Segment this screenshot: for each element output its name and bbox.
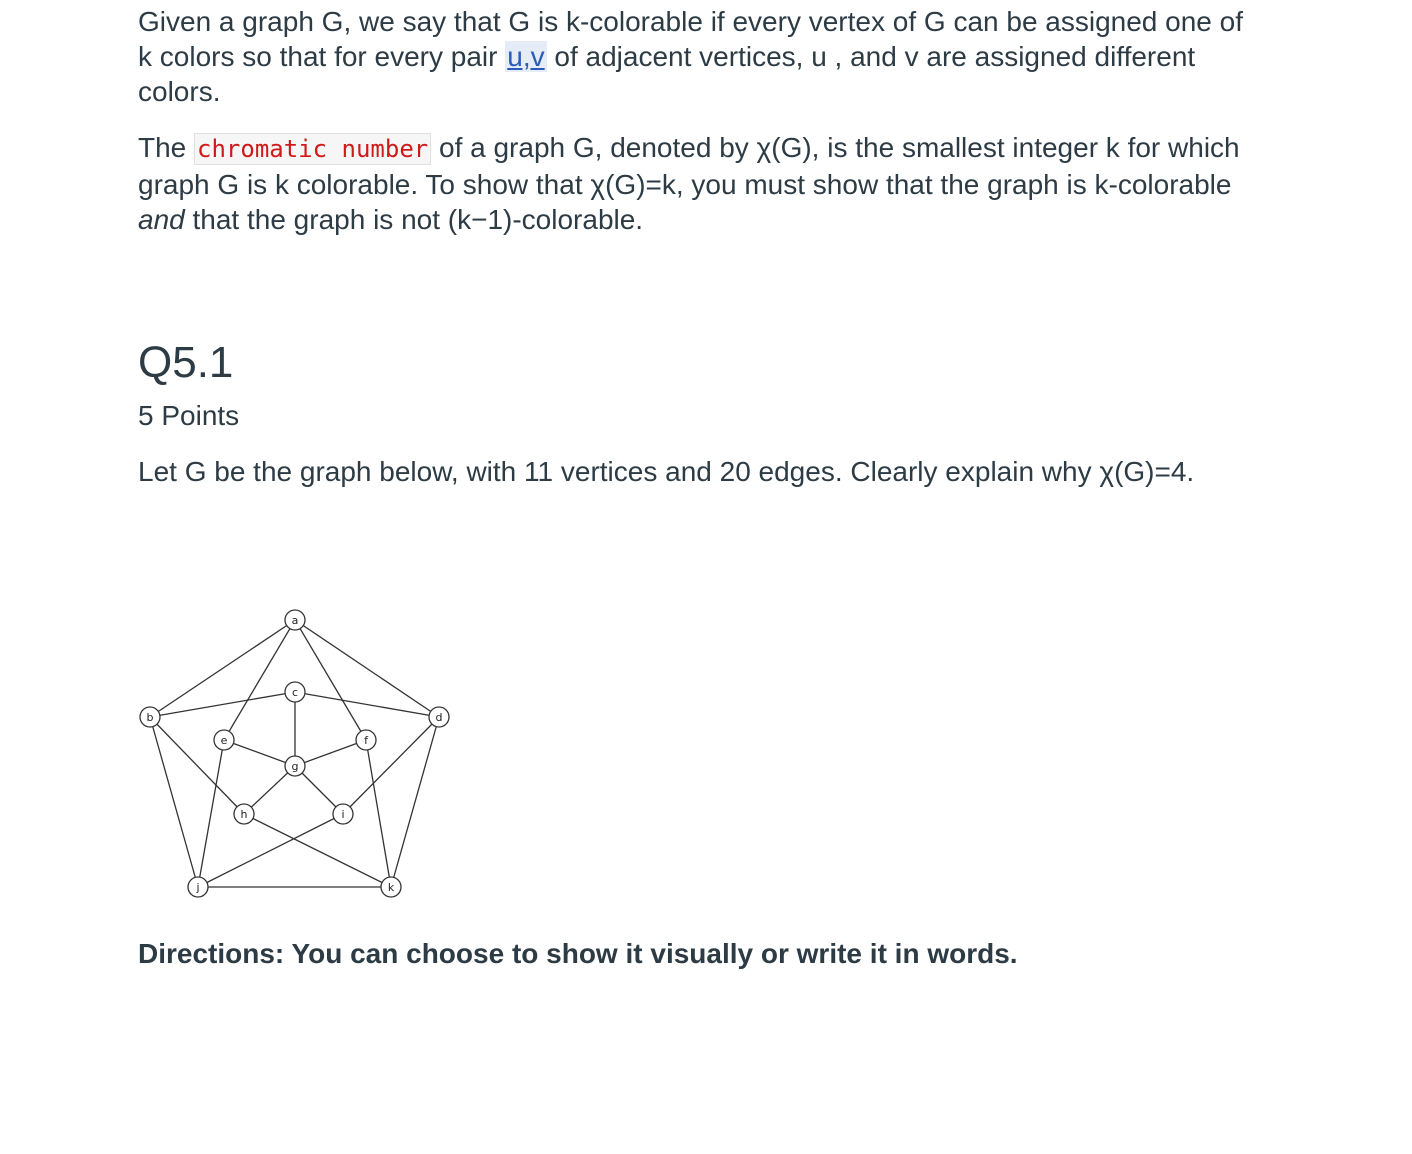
intro-text-1: Given a graph G, we say that G is k-colorable if every vertex of G can be assigned one of k colors so that for every pair: [138, 6, 1244, 72]
vertex-i: [333, 804, 353, 824]
vertex-label-c: c: [291, 686, 299, 699]
edge-c-d: [295, 692, 439, 717]
edge-a-d: [295, 620, 439, 717]
vertex-label-b: b: [146, 711, 154, 724]
edge-a-b: [150, 620, 295, 717]
intro-paragraph: [138, 4, 1248, 109]
edge-a-e: [224, 620, 295, 740]
vertex-label-h: h: [240, 808, 248, 821]
vertex-label-a: a: [291, 614, 299, 627]
edge-d-k: [391, 717, 439, 887]
graph-figure: [134, 600, 464, 900]
directions-text: Directions: You can choose to show it visually or write it in words.: [138, 938, 1018, 969]
vertex-label-e: e: [220, 734, 228, 747]
edge-b-c: [150, 692, 295, 717]
vertex-a: [285, 610, 305, 630]
vertex-b: [140, 707, 160, 727]
vertex-e: [214, 730, 234, 750]
edge-a-f: [295, 620, 366, 740]
vertex-d: [429, 707, 449, 727]
vertex-label-d: d: [435, 711, 443, 724]
edge-f-k: [366, 740, 391, 887]
chromatic-paragraph: [138, 130, 1248, 237]
vertex-g: [285, 756, 305, 776]
vertex-label-k: k: [387, 881, 395, 894]
intro-text-2: of adjacent vertices, u , and v are assigned different colors.: [138, 41, 1196, 107]
graph-edges: [150, 620, 439, 887]
vertex-j: [188, 877, 208, 897]
vertex-label-f: f: [364, 734, 368, 747]
vertex-h: [234, 804, 254, 824]
edge-f-g: [295, 740, 366, 766]
vertex-label-j: j: [196, 881, 200, 894]
chromatic-number-term: chromatic number: [194, 133, 431, 165]
chromatic-text-2: of a graph G, denoted by χ(G), is the smallest integer k for which graph G is k colorable. To show that χ(G)=k, you must show that the graph is k-colorable: [138, 132, 1240, 200]
vertex-f: [356, 730, 376, 750]
chromatic-text-1: The: [138, 132, 195, 163]
vertex-label-i: i: [341, 808, 345, 821]
vertex-c: [285, 682, 305, 702]
uv-link[interactable]: u,v: [507, 41, 545, 72]
edge-e-j: [198, 740, 224, 887]
chromatic-text-3: that the graph is not (k−1)-colorable.: [184, 204, 644, 235]
edge-d-i: [343, 717, 439, 814]
vertex-label-g: g: [291, 760, 299, 773]
edge-h-k: [244, 814, 391, 887]
question-title: Q5.1: [138, 338, 234, 387]
question-points: 5 Points: [138, 400, 240, 431]
edge-i-j: [198, 814, 343, 887]
edge-e-g: [224, 740, 295, 766]
question-prompt: Let G be the graph below, with 11 vertices and 20 edges. Clearly explain why χ(G)=4.: [138, 456, 1195, 487]
emphasis-and: and: [138, 204, 185, 235]
vertex-k: [381, 877, 401, 897]
